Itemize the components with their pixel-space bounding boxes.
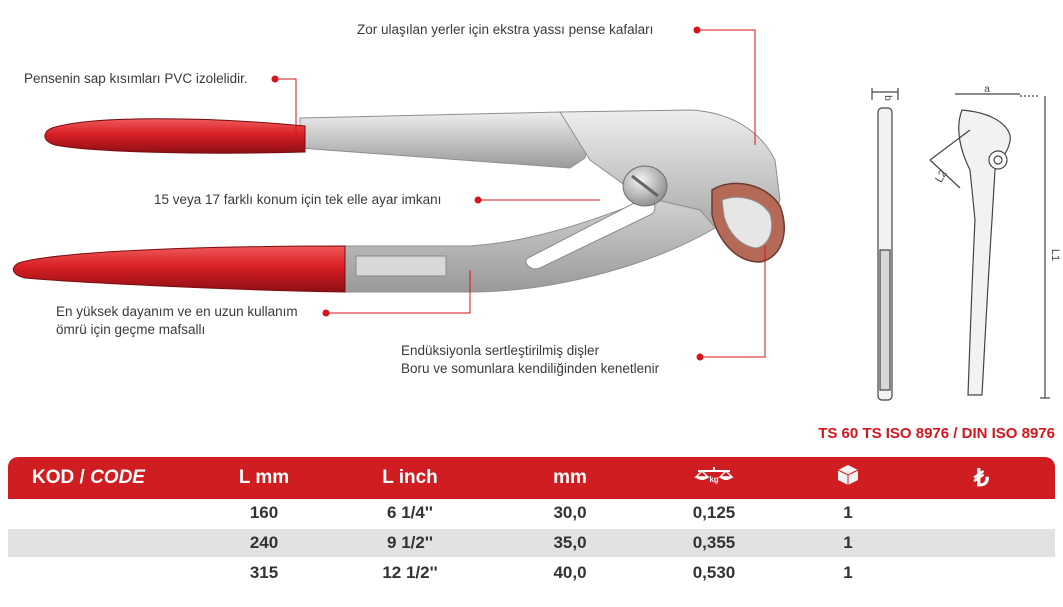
cell-price <box>908 528 1055 558</box>
cell-linch: 9 1/2'' <box>320 528 500 558</box>
scale-kg-unit: kg <box>709 475 719 484</box>
dim-l1-label: L1 <box>1049 248 1061 262</box>
callout-teeth-line1: Endüksiyonla sertleştirilmiş dişler <box>401 343 600 358</box>
col-mm: mm <box>500 457 640 499</box>
scale-kg-icon <box>694 466 734 490</box>
upper-handle-grip <box>45 119 305 153</box>
upper-handle-steel <box>300 112 590 168</box>
cell-price <box>908 558 1055 588</box>
col-weight <box>640 457 788 499</box>
dim-b-label: b <box>882 95 893 101</box>
engraving-plate <box>356 256 446 276</box>
col-code-sep: / <box>74 467 91 488</box>
table-row <box>8 528 1055 558</box>
cell-kg: 0,530 <box>640 558 788 588</box>
cell-qty: 1 <box>788 558 908 588</box>
lower-handle-grip <box>13 246 345 292</box>
cell-qty: 1 <box>788 528 908 558</box>
cell-mm: 35,0 <box>500 528 640 558</box>
col-code <box>8 457 208 499</box>
col-price <box>908 457 1055 499</box>
callout-pvc-handles: Pensenin sap kısımları PVC izolelidir. <box>24 71 248 86</box>
cell-mm: 40,0 <box>500 558 640 588</box>
col-package <box>788 457 908 499</box>
spec-table-header <box>8 457 1055 499</box>
callout-teeth-line2: Boru ve somunlara kendiliğinden kenetlenir <box>401 361 660 376</box>
cell-lmm: 315 <box>208 558 320 588</box>
technical-drawing-front <box>930 94 1050 398</box>
cell-qty: 1 <box>788 499 908 528</box>
col-code-en: CODE <box>90 467 145 488</box>
cell-code <box>8 499 208 528</box>
callout-joint-line2: ömrü için geçme mafsallı <box>56 322 206 337</box>
cell-lmm: 240 <box>208 528 320 558</box>
table-row <box>8 499 1055 528</box>
callout-adjust-positions: 15 veya 17 farklı konum için tek elle ayar imkanı <box>154 192 442 207</box>
callout-joint <box>56 303 298 339</box>
callout-flat-heads: Zor ulaşılan yerler için ekstra yassı pense kafaları <box>357 22 654 37</box>
dim-l2-label: L2 <box>933 168 950 185</box>
cell-price <box>908 499 1055 528</box>
col-length-inch: L inch <box>320 457 500 499</box>
dim-a-label: a <box>984 84 990 95</box>
cell-code <box>8 558 208 588</box>
cell-kg: 0,355 <box>640 528 788 558</box>
standard-label: TS 60 TS ISO 8976 / DIN ISO 8976 <box>818 425 1055 442</box>
table-row <box>8 558 1055 588</box>
cell-mm: 30,0 <box>500 499 640 528</box>
cell-linch: 6 1/4'' <box>320 499 500 528</box>
callout-joint-line1: En yüksek dayanım ve en uzun kullanım <box>56 304 298 319</box>
cell-kg: 0,125 <box>640 499 788 528</box>
callout-teeth <box>401 342 659 378</box>
spec-table <box>8 457 1055 589</box>
cell-code <box>8 528 208 558</box>
cell-lmm: 160 <box>208 499 320 528</box>
col-code-kod: KOD <box>32 467 75 488</box>
col-length-mm: L mm <box>208 457 320 499</box>
turkish-lira-icon: ₺ <box>973 464 990 492</box>
cell-linch: 12 1/2'' <box>320 558 500 588</box>
technical-drawing-side <box>872 88 898 400</box>
package-box-icon <box>836 463 860 493</box>
